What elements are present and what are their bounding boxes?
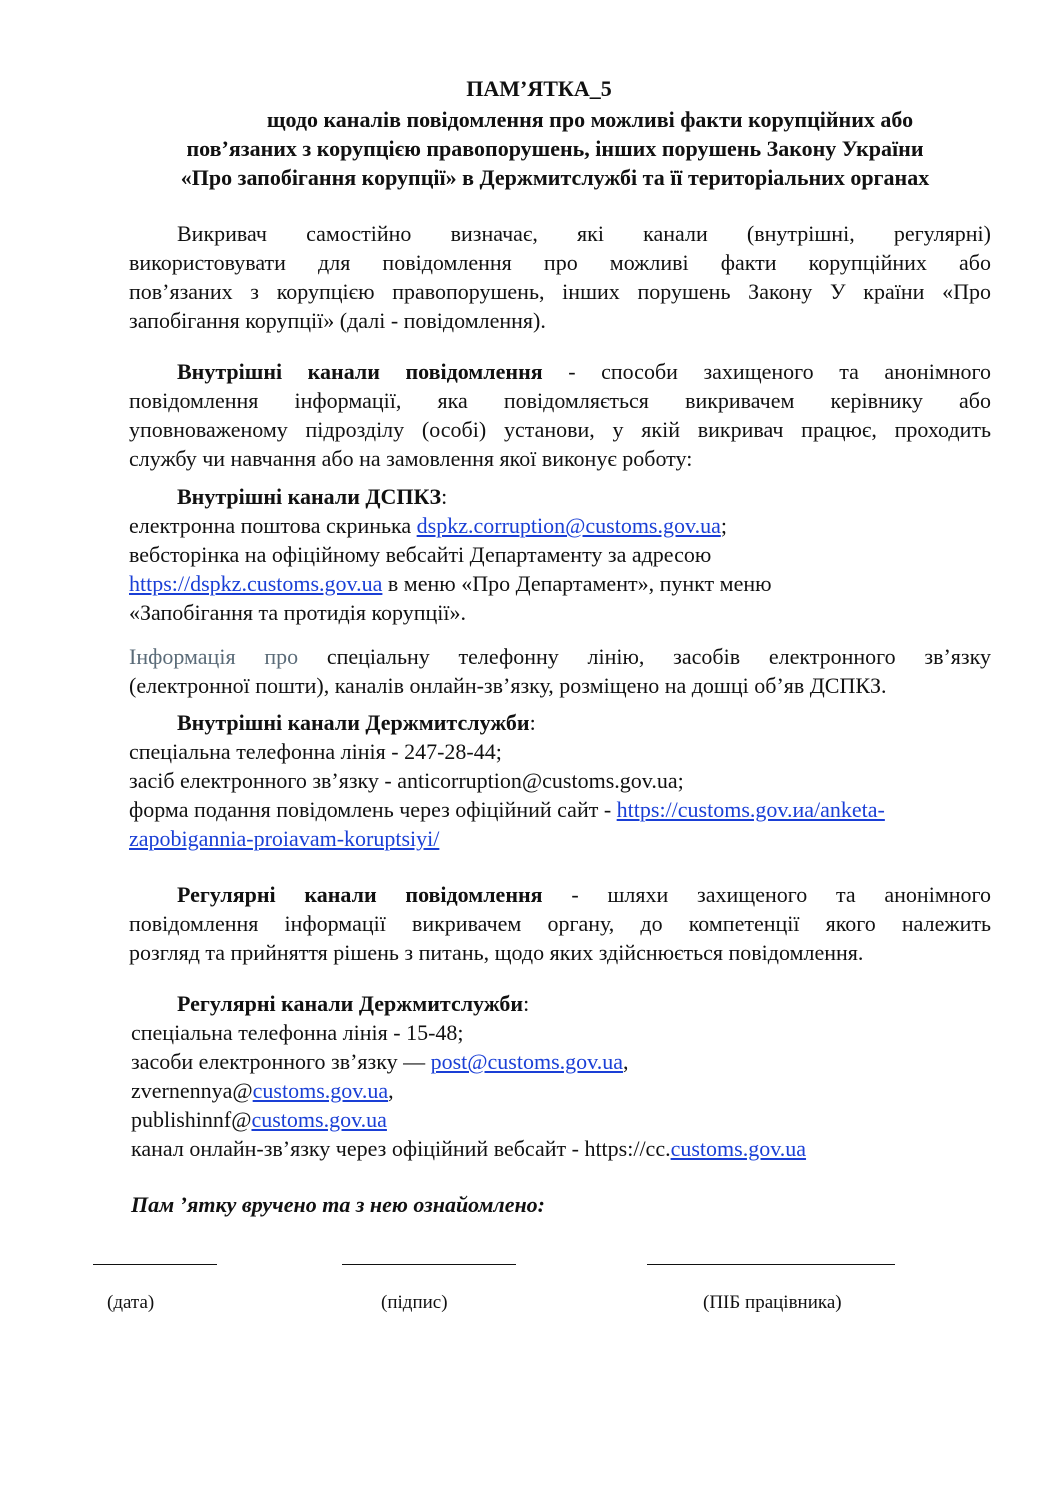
punctuation: ; <box>720 513 727 538</box>
document-title: ПАМ’ЯТКА_5 <box>466 76 612 101</box>
email-local-part: zvernennya@ <box>131 1078 253 1103</box>
heading-colon: : <box>529 710 536 735</box>
paragraph-line <box>129 880 991 909</box>
customs-email-line: засіб електронного зв’язку - anticorruption@customs.gov.ua; <box>129 768 684 793</box>
paragraph-line <box>129 357 991 386</box>
dspkz-web-link-line <box>129 569 991 598</box>
customs-form-link-continued[interactable]: zapobigannia-proiavam-koruptsiyi/ <box>129 826 440 851</box>
section-heading-text: Внутрішні канали Держмитслужби <box>177 710 530 735</box>
punctuation: , <box>622 1049 629 1074</box>
subtitle-line: «Про запобігання корупції» в Держмитслужбі та її територіальних органах <box>180 165 930 190</box>
acknowledgement-statement: Пам ’ятку вручено та з нею ознайомлено: <box>131 1192 546 1217</box>
internal-channels-definition <box>129 357 991 473</box>
regular-channels-definition <box>129 880 991 967</box>
paragraph-line: Викривач самостійно визначає, які канали (внутрішні, регулярні) <box>177 221 991 246</box>
section-heading-text: Внутрішні канали ДСПКЗ <box>177 484 442 509</box>
customs-form-link[interactable]: https://customs.gov.иa/anketa- <box>616 797 885 822</box>
paragraph-line: пов’язаних з корупцією правопорушень, інших порушень Закону У країни «Про <box>129 279 991 304</box>
date-label: (дата) <box>107 1292 155 1313</box>
post-email-link[interactable]: post@customs.gov.ua <box>430 1049 623 1074</box>
dspkz-menu-line: «Запобігання та протидія корупції». <box>129 600 467 625</box>
internal-channels-term: Внутрішні канали повідомлення <box>177 359 543 384</box>
paragraph-line: уповноваженому підрозділу (особі) установи, у якій викривач працює, проходить <box>129 417 991 442</box>
publish-email-link[interactable]: customs.gov.ua <box>251 1107 387 1132</box>
dspkz-channels-section <box>129 482 991 627</box>
section-heading-text: Регулярні канали Держмитслужби <box>177 991 524 1016</box>
publish-email-line <box>131 1105 993 1134</box>
paragraph-line: розгляд та прийняття рішень з питань, щодо яких здійснюється повідомлення. <box>129 940 864 965</box>
customs-regular-channels-section <box>131 989 993 1163</box>
punctuation: , <box>388 1078 394 1103</box>
definition-text: - способи захищеного та анонімного <box>542 359 991 384</box>
regular-channels-term: Регулярні канали повідомлення <box>177 882 543 907</box>
subtitle-line: щодо каналів повідомлення про можливі факти корупційних або <box>266 107 914 132</box>
signature-label: (підпис) <box>381 1292 448 1313</box>
email-label: електронна поштова скринька <box>129 513 417 538</box>
paragraph-line: повідомлення інформації викривачем органу, до компетенції якого належить <box>129 911 991 936</box>
paragraph-line: повідомлення інформації, яка повідомляється викривачем керівнику або <box>129 388 991 413</box>
dspkz-website-link[interactable]: https://dspkz.customs.gov.ua <box>129 571 383 596</box>
signature-line[interactable] <box>342 1264 516 1265</box>
dspkz-email-line <box>129 511 991 540</box>
paragraph-line: використовувати для повідомлення про можливі факти корупційних або <box>129 250 991 275</box>
section-heading <box>131 989 993 1018</box>
paragraph-line <box>129 642 991 671</box>
paragraph-line: (електронної пошти), каналів онлайн-зв’язку, розміщено на дошці об’яв ДСПКЗ. <box>129 673 887 698</box>
name-signature-line[interactable] <box>647 1264 895 1265</box>
info-lead-text: Інформація про <box>129 644 327 669</box>
intro-paragraph <box>129 219 991 335</box>
form-label: форма подання повідомлень через офіційний сайт - <box>129 797 617 822</box>
paragraph-line: службу чи навчання або на замовлення якої виконує роботу: <box>129 446 693 471</box>
paragraph-line: запобігання корупції» (далі - повідомлення). <box>129 308 546 333</box>
section-heading <box>129 482 991 511</box>
customs-internal-channels-section <box>129 708 991 853</box>
section-heading <box>129 708 991 737</box>
regular-email-line <box>131 1047 993 1076</box>
date-signature-line[interactable] <box>93 1264 217 1265</box>
info-paragraph <box>129 642 991 700</box>
customs-form-line <box>129 795 991 824</box>
customs-phone-line: спеціальна телефонна лінія - 247-28-44; <box>129 739 502 764</box>
heading-colon: : <box>441 484 448 509</box>
definition-text: - шляхи захищеного та анонімного <box>542 882 991 907</box>
dspkz-web-line: вебсторінка на офіційному вебсайті Департаменту за адресою <box>129 542 712 567</box>
heading-colon: : <box>523 991 530 1016</box>
info-text: спеціальну телефонну лінію, засобів електронного зв’язку <box>326 644 991 669</box>
document-subtitle <box>120 105 990 192</box>
online-channel-link[interactable]: customs.gov.ua <box>670 1136 807 1161</box>
customs-form-line-2 <box>129 824 991 853</box>
zvernennya-email-link[interactable]: customs.gov.ua <box>252 1078 389 1103</box>
email-local-part: publishinnf@ <box>131 1107 252 1132</box>
dspkz-email-link[interactable]: dspkz.corruption@customs.gov.ua <box>416 513 721 538</box>
online-label: канал онлайн-зв’язку через офіційний вебсайт - https://cc. <box>131 1136 671 1161</box>
regular-phone-line: спеціальна телефонна лінія - 15-48; <box>131 1020 464 1045</box>
zvernennya-email-line <box>131 1076 993 1105</box>
online-channel-line <box>131 1134 993 1163</box>
name-label: (ПІБ працівника) <box>703 1292 842 1313</box>
email-label: засоби електронного зв’язку — <box>131 1049 431 1074</box>
subtitle-line: пов’язаних з корупцією правопорушень, інших порушень Закону України <box>186 136 924 161</box>
menu-text: в меню «Про Департамент», пункт меню <box>382 571 772 596</box>
